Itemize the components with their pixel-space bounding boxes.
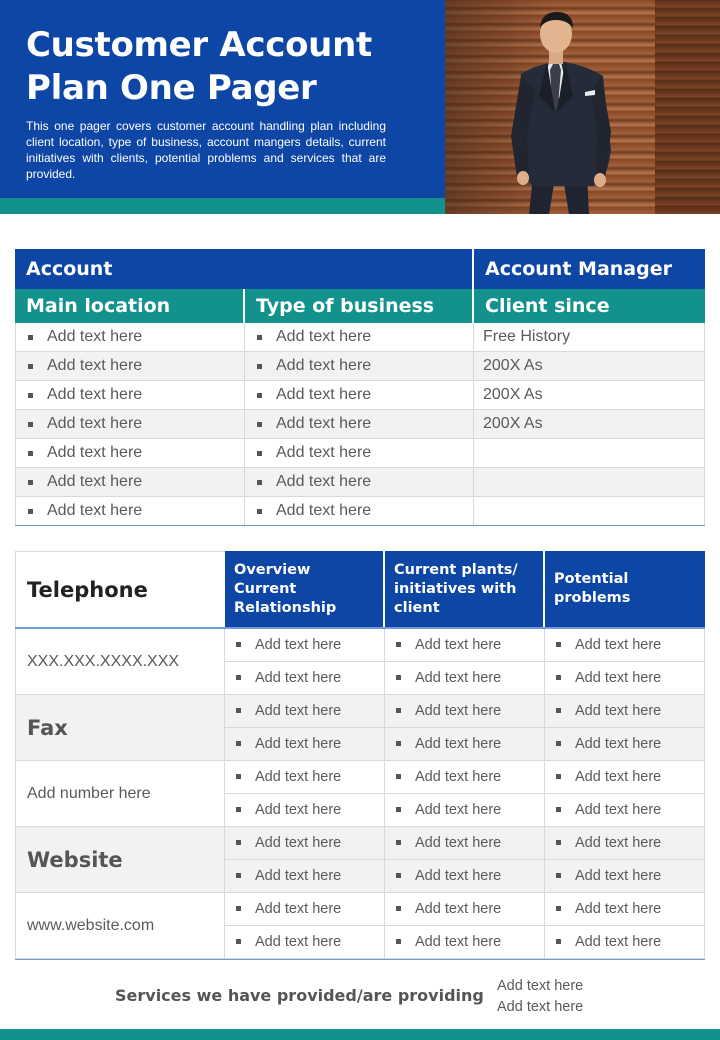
bullet-icon (556, 873, 561, 878)
bullet-icon (257, 364, 262, 369)
website-url: www.website.com (15, 893, 225, 958)
bullet-icon (556, 906, 561, 911)
bullet-icon (28, 451, 33, 456)
bullet-icon (556, 642, 561, 647)
bullet-icon (28, 335, 33, 340)
cell-client-since (474, 497, 705, 525)
cell-client-since: Free History (474, 323, 705, 351)
fax-number: Add number here (15, 761, 225, 826)
bullet-icon (396, 939, 401, 944)
bullet-icon (257, 451, 262, 456)
table-row (15, 352, 705, 381)
account-table-body (15, 323, 705, 526)
cell-location: Add text here (47, 357, 143, 374)
bullet-icon (396, 774, 401, 779)
cell-client-since (474, 439, 705, 467)
cell-overview: Add text here (255, 702, 342, 719)
page-title (26, 24, 426, 110)
header-account-manager: Account Manager (485, 258, 672, 280)
cell-business: Add text here (276, 444, 372, 461)
contact-row-fax (15, 695, 705, 761)
cell-problems: Add text here (575, 768, 662, 785)
businessman-figure (445, 0, 720, 214)
cell-initiatives: Add text here (415, 768, 502, 785)
bullet-icon (396, 675, 401, 680)
cell-location: Add text here (47, 328, 143, 345)
header-stripe (0, 198, 445, 214)
contact-row-website-url (15, 893, 705, 959)
table-row (225, 794, 705, 827)
bullet-icon (396, 741, 401, 746)
cell-location: Add text here (47, 386, 143, 403)
table-row (15, 410, 705, 439)
bullet-icon (28, 480, 33, 485)
bullet-icon (28, 422, 33, 427)
businessman-photo (445, 0, 720, 214)
cell-problems: Add text here (575, 702, 662, 719)
bullet-icon (396, 906, 401, 911)
table-row (225, 860, 705, 893)
contact-row-website (15, 827, 705, 893)
telephone-label: Telephone (15, 551, 225, 627)
bullet-icon (236, 939, 241, 944)
list-item: Add text here (497, 999, 584, 1015)
table-row (15, 468, 705, 497)
col-potential-problems: Potential problems (545, 551, 705, 627)
table-row (225, 893, 705, 926)
footer-stripe (0, 1029, 720, 1040)
header-account: Account (15, 249, 474, 289)
services-list (497, 976, 583, 1018)
bullet-icon (28, 393, 33, 398)
contact-table-header (15, 551, 705, 627)
cell-initiatives: Add text here (415, 801, 502, 818)
cell-business: Add text here (276, 415, 372, 432)
table-row (225, 926, 705, 959)
account-table-header (15, 249, 705, 289)
table-row (225, 629, 705, 662)
cell-overview: Add text here (255, 669, 342, 686)
title-line-1: Customer Account (26, 25, 372, 65)
cell-overview: Add text here (255, 867, 342, 884)
cell-overview: Add text here (255, 933, 342, 950)
bullet-icon (556, 807, 561, 812)
cell-business: Add text here (276, 357, 372, 374)
bullet-icon (556, 675, 561, 680)
bullet-icon (236, 807, 241, 812)
bullet-icon (236, 642, 241, 647)
bullet-icon (396, 708, 401, 713)
bullet-icon (556, 774, 561, 779)
contact-row-telephone-number (15, 629, 705, 695)
bullet-icon (257, 335, 262, 340)
title-line-2: Plan One Pager (26, 68, 317, 108)
bullet-icon (236, 741, 241, 746)
bullet-icon (236, 840, 241, 845)
account-table (15, 249, 705, 526)
col-current-initiatives: Current plants/ initiatives with client (385, 551, 545, 627)
bullet-icon (236, 873, 241, 878)
bullet-icon (257, 480, 262, 485)
cell-initiatives: Add text here (415, 636, 502, 653)
contact-row-fax-number (15, 761, 705, 827)
table-row (15, 381, 705, 410)
bullet-icon (556, 939, 561, 944)
cell-overview: Add text here (255, 735, 342, 752)
table-row (225, 728, 705, 761)
cell-client-since (474, 468, 705, 496)
cell-initiatives: Add text here (415, 900, 502, 917)
bullet-icon (236, 675, 241, 680)
cell-overview: Add text here (255, 768, 342, 785)
bullet-icon (257, 422, 262, 427)
bullet-icon (28, 364, 33, 369)
cell-problems: Add text here (575, 735, 662, 752)
cell-overview: Add text here (255, 801, 342, 818)
page-description: This one pager covers customer account handling plan including client location, type of business, account mangers details, current initiatives with clients, potential problems and services that are provided. (26, 119, 386, 181)
table-row (225, 827, 705, 860)
bullet-icon (396, 840, 401, 845)
cell-initiatives: Add text here (415, 834, 502, 851)
table-row (15, 323, 705, 352)
telephone-number: XXX.XXX.XXXX.XXX (15, 629, 225, 694)
bullet-icon (396, 873, 401, 878)
bullet-icon (556, 708, 561, 713)
bullet-icon (396, 642, 401, 647)
bullet-icon (236, 774, 241, 779)
bullet-icon (257, 509, 262, 514)
account-table-subheader (15, 289, 705, 323)
cell-problems: Add text here (575, 834, 662, 851)
col-type-of-business: Type of business (245, 289, 474, 323)
list-item: Add text here (497, 978, 584, 994)
cell-initiatives: Add text here (415, 867, 502, 884)
cell-problems: Add text here (575, 669, 662, 686)
col-main-location: Main location (15, 289, 245, 323)
bullet-icon (257, 393, 262, 398)
divider (15, 959, 705, 960)
table-row (15, 439, 705, 468)
cell-location: Add text here (47, 444, 143, 461)
cell-initiatives: Add text here (415, 933, 502, 950)
cell-problems: Add text here (575, 900, 662, 917)
website-label: Website (15, 827, 225, 892)
bullet-icon (556, 840, 561, 845)
col-client-since: Client since (485, 295, 610, 317)
bullet-icon (236, 708, 241, 713)
cell-business: Add text here (276, 473, 372, 490)
contact-table (15, 551, 705, 960)
services-label: Services we have provided/are providing (115, 986, 484, 1005)
cell-overview: Add text here (255, 636, 342, 653)
cell-initiatives: Add text here (415, 669, 502, 686)
cell-location: Add text here (47, 415, 143, 432)
cell-problems: Add text here (575, 801, 662, 818)
cell-problems: Add text here (575, 933, 662, 950)
fax-label: Fax (15, 695, 225, 760)
cell-business: Add text here (276, 386, 372, 403)
cell-location: Add text here (47, 473, 143, 490)
cell-problems: Add text here (575, 867, 662, 884)
table-row (225, 695, 705, 728)
table-row (15, 497, 705, 526)
table-row (225, 662, 705, 695)
header-banner (0, 0, 445, 198)
cell-initiatives: Add text here (415, 702, 502, 719)
bullet-icon (556, 741, 561, 746)
bullet-icon (236, 906, 241, 911)
cell-client-since: 200X As (474, 352, 705, 380)
cell-initiatives: Add text here (415, 735, 502, 752)
bullet-icon (28, 509, 33, 514)
cell-business: Add text here (276, 328, 372, 345)
cell-business: Add text here (276, 502, 372, 519)
bullet-icon (396, 807, 401, 812)
cell-overview: Add text here (255, 834, 342, 851)
cell-location: Add text here (47, 502, 143, 519)
cell-overview: Add text here (255, 900, 342, 917)
cell-client-since: 200X As (474, 410, 705, 438)
cell-problems: Add text here (575, 636, 662, 653)
col-overview-relationship: Overview Current Relationship (225, 551, 385, 627)
cell-client-since: 200X As (474, 381, 705, 409)
table-row (225, 761, 705, 794)
